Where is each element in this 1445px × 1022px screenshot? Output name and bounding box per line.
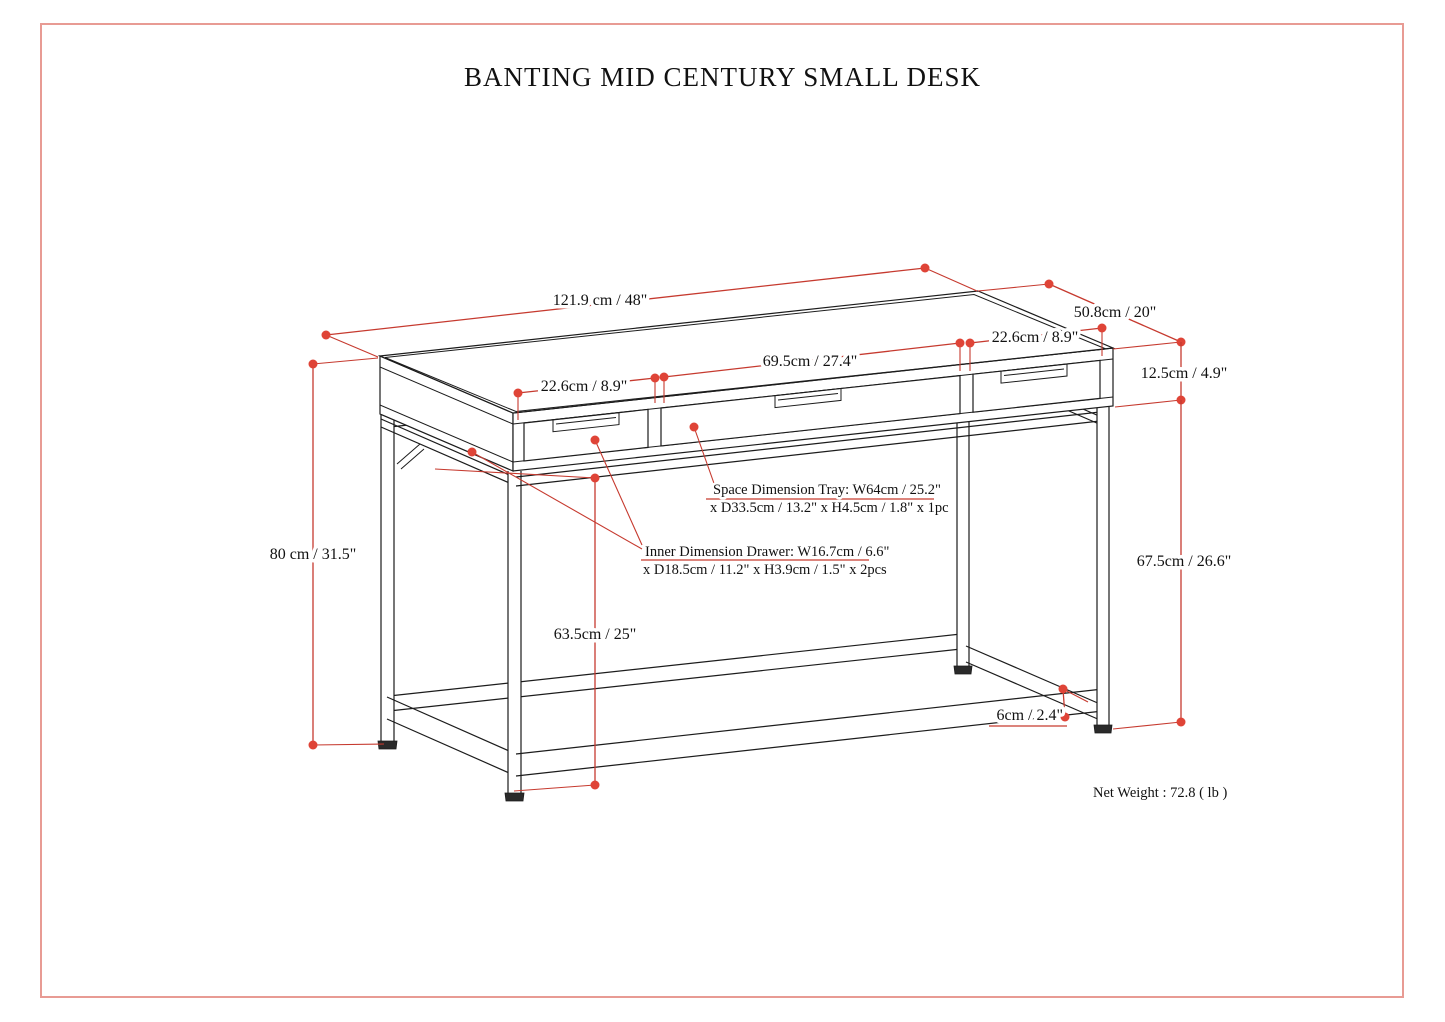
callout-drawer-line1: Inner Dimension Drawer: W16.7cm / 6.6" — [645, 544, 890, 560]
net-weight-label: Net Weight : 72.8 ( lb ) — [1093, 785, 1228, 801]
label-overall-depth: 50.8cm / 20" — [1073, 304, 1157, 321]
front-left-leg — [505, 471, 524, 801]
callout-tray-line1: Space Dimension Tray: W64cm / 25.2" — [713, 482, 941, 498]
label-under-frame-clearance: 63.5cm / 25" — [553, 626, 637, 643]
front-right-leg — [1094, 407, 1112, 733]
label-top-section-height: 12.5cm / 4.9" — [1140, 365, 1228, 382]
label-left-drawer-width: 22.6cm / 8.9" — [540, 378, 628, 395]
back-left-leg — [378, 410, 397, 749]
label-center-drawer-width: 69.5cm / 27.4" — [762, 353, 858, 370]
label-stretcher-height: 6cm / 2.4" — [996, 707, 1063, 724]
label-overall-width: 121.9 cm / 48" — [552, 292, 648, 309]
page-title: BANTING MID CENTURY SMALL DESK — [463, 62, 981, 92]
label-right-drawer-width: 22.6cm / 8.9" — [991, 329, 1079, 346]
label-leg-clearance-height: 67.5cm / 26.6" — [1136, 553, 1232, 570]
label-overall-height: 80 cm / 31.5" — [269, 546, 357, 563]
callout-tray-line2: x D33.5cm / 13.2" x H4.5cm / 1.8" x 1pc — [710, 500, 949, 516]
callout-drawer-line2: x D18.5cm / 11.2" x H3.9cm / 1.5" x 2pcs — [643, 562, 887, 578]
